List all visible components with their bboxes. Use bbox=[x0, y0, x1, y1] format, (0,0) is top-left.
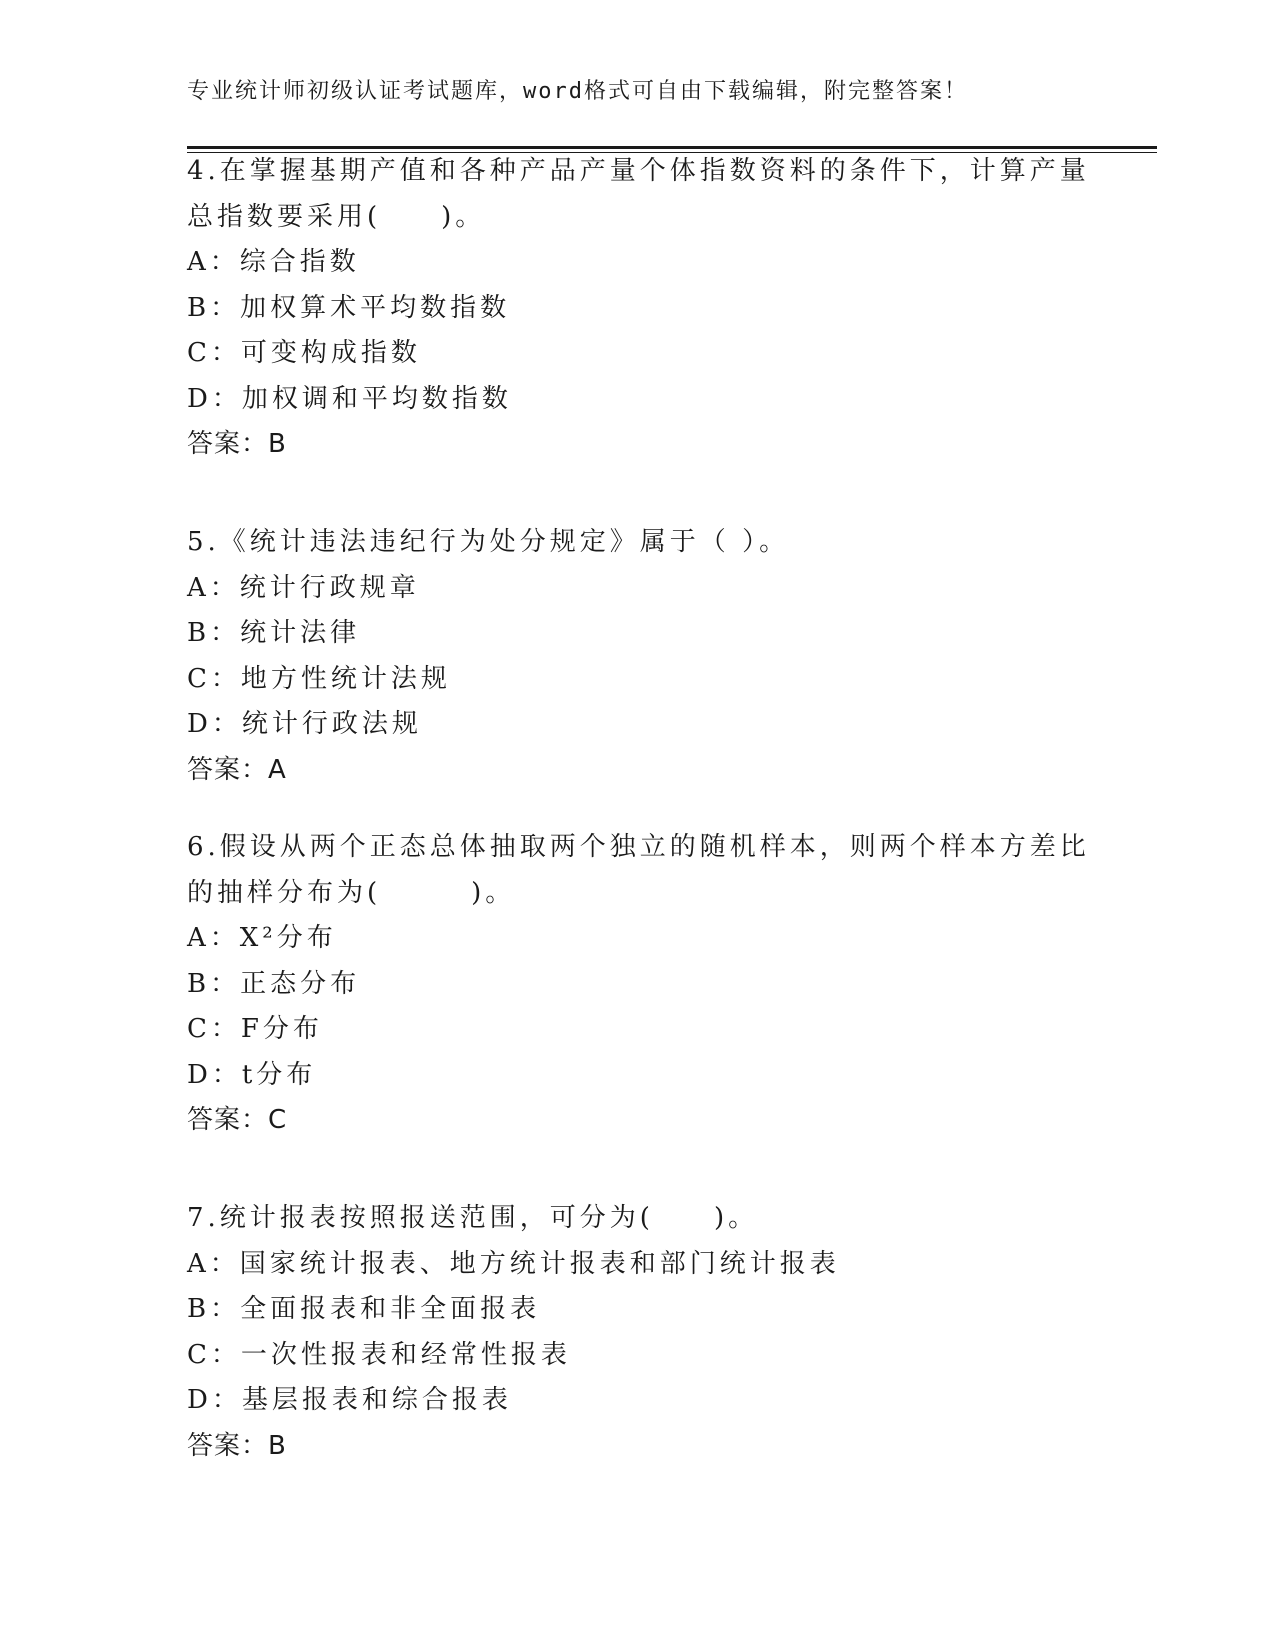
answer: 答案：A bbox=[187, 754, 287, 785]
option-c: C：地方性统计法规 bbox=[187, 663, 451, 694]
option-c: C：F分布 bbox=[187, 1014, 323, 1044]
option-a: A：X²分布 bbox=[187, 923, 337, 953]
question-4 bbox=[187, 149, 1090, 468]
question-stem: 的抽样分布为( )。 bbox=[187, 877, 516, 908]
question-7 bbox=[187, 1196, 1067, 1469]
question-stem: 5.《统计违法违纪行为处分规定》属于（ ）。 bbox=[187, 527, 790, 557]
option-c: C：可变构成指数 bbox=[187, 338, 421, 368]
answer: 答案：B bbox=[187, 429, 287, 459]
question-stem: 4.在掌握基期产值和各种产品产量个体指数资料的条件下，计算产量 bbox=[187, 156, 1090, 186]
question-stem: 7.统计报表按照报送范围，可分为( )。 bbox=[187, 1203, 759, 1233]
option-a: A：统计行政规章 bbox=[187, 572, 420, 603]
option-d: D：加权调和平均数指数 bbox=[187, 383, 512, 414]
question-stem: 6.假设从两个正态总体抽取两个独立的随机样本，则两个样本方差比 bbox=[187, 832, 1090, 862]
question-6 bbox=[187, 825, 1090, 1144]
option-a: A：国家统计报表、地方统计报表和部门统计报表 bbox=[187, 1248, 840, 1279]
option-d: D：基层报表和综合报表 bbox=[187, 1385, 512, 1415]
question-5 bbox=[187, 520, 1067, 793]
option-a: A：综合指数 bbox=[187, 247, 360, 277]
option-b: B：统计法律 bbox=[187, 618, 361, 648]
option-b: B：全面报表和非全面报表 bbox=[187, 1294, 541, 1324]
option-c: C：一次性报表和经常性报表 bbox=[187, 1339, 571, 1370]
option-d: D：统计行政法规 bbox=[187, 709, 422, 739]
answer: 答案：C bbox=[187, 1105, 288, 1135]
question-stem: 总指数要采用( )。 bbox=[187, 201, 486, 232]
option-d: D：t分布 bbox=[187, 1059, 317, 1090]
page-header: 专业统计师初级认证考试题库，word格式可自由下载编辑，附完整答案！ bbox=[187, 79, 968, 104]
option-b: B：正态分布 bbox=[187, 968, 361, 999]
answer: 答案：B bbox=[187, 1430, 287, 1461]
option-b: B：加权算术平均数指数 bbox=[187, 292, 511, 323]
